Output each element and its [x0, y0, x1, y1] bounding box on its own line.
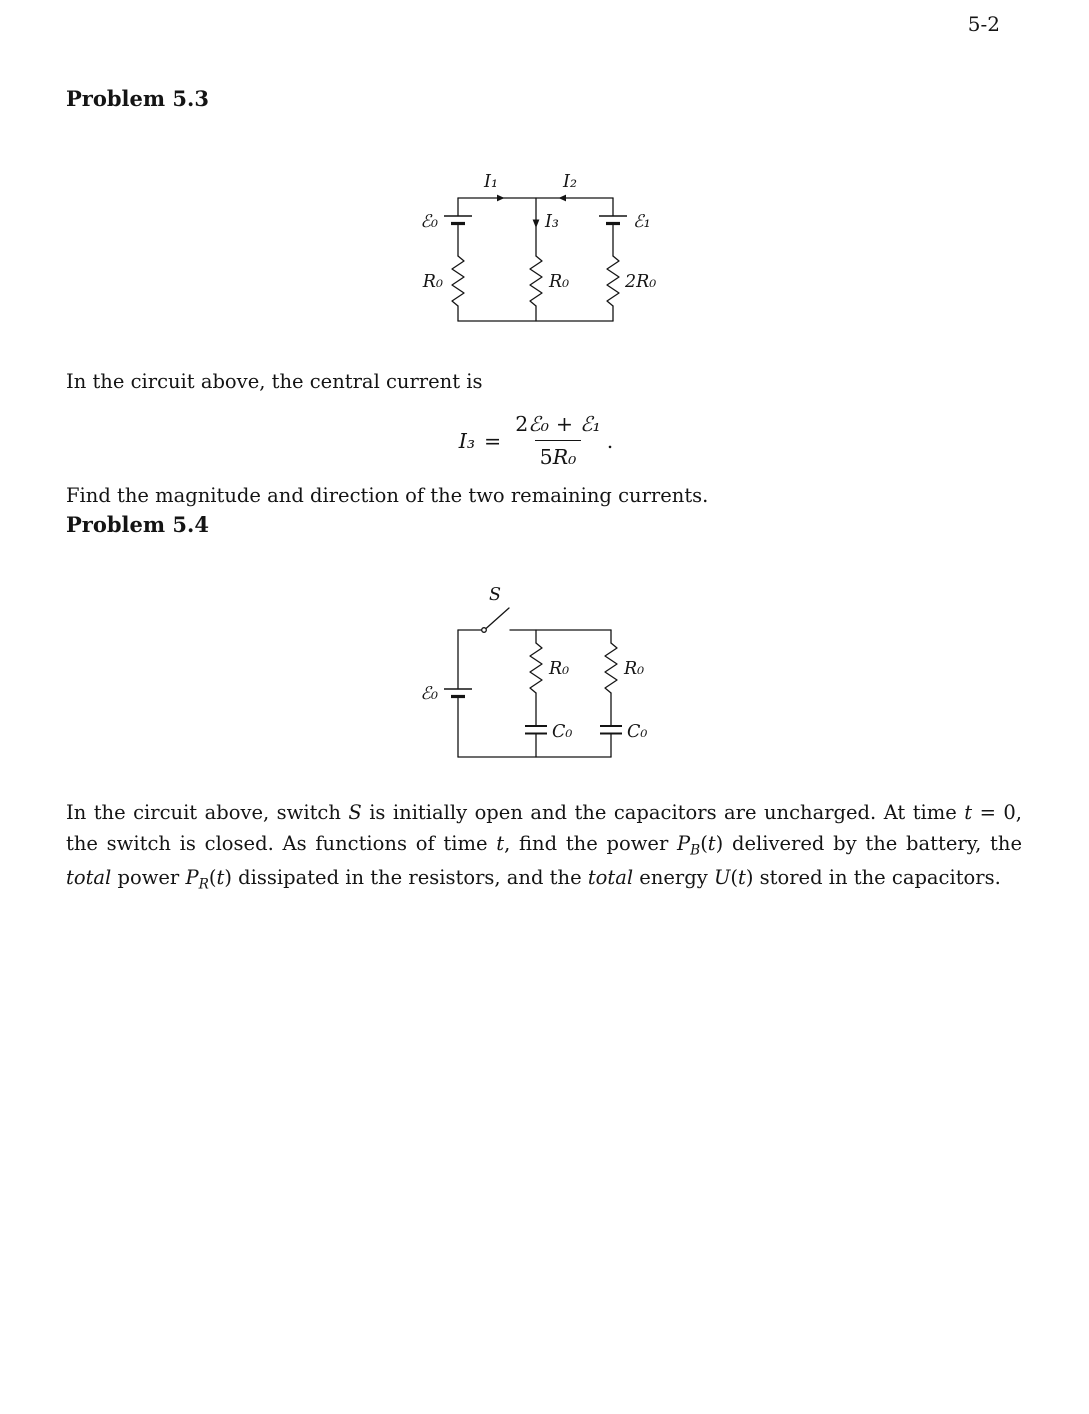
equation-lhs: I₃ — [458, 428, 476, 453]
label-resistor-left: R₀ — [549, 659, 570, 679]
switch-symbol — [482, 608, 509, 632]
label-resistor-right: 2R₀ — [625, 272, 657, 292]
text-segment: t — [496, 832, 505, 856]
text-segment: ( — [730, 866, 738, 890]
label-resistor-left: R₀ — [422, 272, 443, 292]
text-segment: In the circuit above, switch — [66, 801, 349, 824]
fraction — [510, 412, 606, 469]
capacitor-left-symbol — [525, 726, 547, 734]
label-current-i3: I₃ — [545, 212, 559, 232]
resistor-right-zigzag — [607, 256, 619, 306]
label-capacitor-right: C₀ — [627, 722, 648, 742]
equation-central-current — [66, 412, 1006, 469]
numerator-term-emf0: ℰ₀ — [528, 412, 549, 436]
label-current-i2: I₂ — [563, 172, 577, 192]
resistor-left-zigzag — [530, 643, 542, 693]
text-segment: P — [185, 866, 199, 890]
problem-5-3-title: Problem 5.3 — [66, 86, 209, 111]
text-segment: U — [713, 866, 731, 890]
problem-5-4-title: Problem 5.4 — [66, 512, 209, 537]
label-emf0: ℰ₀ — [420, 212, 438, 232]
text-segment: total — [66, 866, 112, 890]
plus-sign: + — [555, 412, 574, 436]
label-capacitor-left: C₀ — [552, 722, 573, 742]
resistor-middle-zigzag — [530, 256, 542, 306]
text-segment: t — [738, 866, 746, 890]
denominator-term-r0: R₀ — [552, 445, 577, 469]
text-segment: ) dissipated in the resistors, and the — [224, 866, 588, 890]
problem-5-4-text — [66, 797, 1022, 897]
text-segment: ) stored in the capacitors. — [745, 866, 1001, 890]
text-segment: t — [964, 801, 973, 824]
text-segment: P — [677, 832, 691, 856]
text-segment-subscript: R — [198, 876, 209, 893]
page-number: 5-2 — [967, 12, 1000, 36]
text-segment: t — [216, 866, 225, 890]
label-emf0: ℰ₀ — [420, 684, 438, 704]
text-segment: power — [111, 866, 186, 890]
current-i1-arrow — [497, 195, 505, 202]
text-segment: energy — [633, 866, 714, 890]
label-emf1: ℰ₁ — [633, 212, 651, 232]
text-segment: = 0, the switch is closed. As functions of time — [66, 801, 1022, 856]
fraction-numerator — [510, 412, 606, 440]
problem-5-3-intro: In the circuit above, the central current is — [66, 370, 483, 393]
resistor-left-zigzag — [452, 256, 464, 306]
denominator-coefficient: 5 — [539, 445, 553, 469]
battery-emf0-symbol — [444, 689, 472, 697]
circuit-diagram-problem-5-3 — [398, 156, 698, 341]
text-segment: , find the power — [504, 832, 678, 856]
circuit-wires — [452, 198, 619, 321]
label-current-i1: I₁ — [484, 172, 498, 192]
text-segment: total — [587, 866, 634, 890]
text-segment: ) delivered by the battery, the — [715, 832, 1022, 856]
battery-emf1-symbol — [599, 216, 627, 224]
circuit-diagram-problem-5-4 — [408, 585, 708, 780]
text-segment: S — [348, 801, 362, 824]
battery-emf0-symbol — [444, 216, 472, 224]
numerator-coefficient: 2 — [515, 412, 529, 436]
switch-blade — [486, 608, 509, 629]
resistor-right-zigzag — [605, 643, 617, 693]
equals-sign: = — [484, 428, 502, 453]
current-i2-arrow — [559, 195, 567, 202]
numerator-term-emf1: ℰ₁ — [580, 412, 601, 436]
circuit-wires — [458, 630, 617, 757]
text-segment-subscript: B — [690, 842, 701, 859]
fraction-denominator — [535, 440, 582, 469]
label-switch: S — [489, 585, 501, 605]
problem-5-3-outro: Find the magnitude and direction of the two remaining currents. — [66, 484, 709, 507]
capacitor-right-symbol — [600, 726, 622, 734]
equation-period: . — [606, 428, 614, 453]
text-segment: t — [707, 832, 716, 856]
label-resistor-right: R₀ — [624, 659, 645, 679]
label-resistor-middle: R₀ — [549, 272, 570, 292]
text-segment: ( — [700, 832, 708, 856]
current-i3-arrow — [533, 220, 540, 229]
text-segment: ( — [208, 866, 217, 890]
text-segment: is initially open and the capacitors are uncharged. At time — [361, 801, 965, 824]
